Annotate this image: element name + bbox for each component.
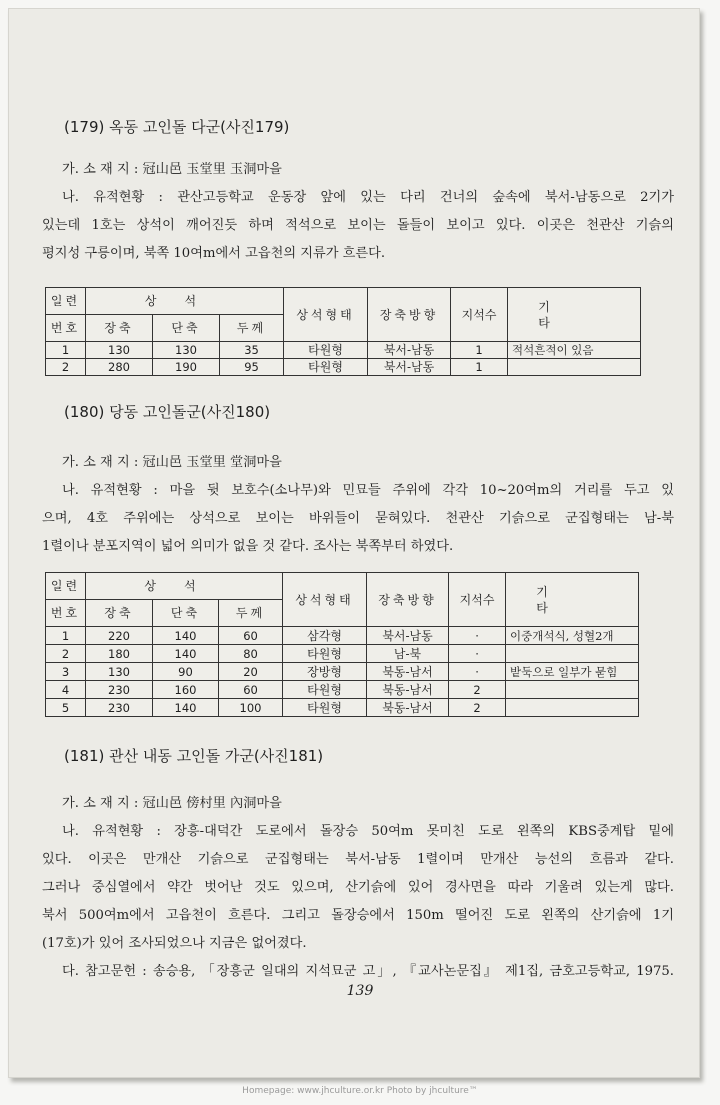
body-line: 평지성 구릉이며, 북쪽 10여m에서 고읍천의 지류가 흐른다. <box>42 246 386 261</box>
header-number: 번호 <box>46 315 86 342</box>
cell-remarks <box>506 699 639 717</box>
cell-no: 3 <box>46 663 86 681</box>
location-line: 가. 소 재 지 : 冠山邑 玉堂里 玉洞마을 <box>62 162 282 177</box>
cell-no: 2 <box>46 645 86 663</box>
reference-line: 다. 참고문헌 : 송승용, 「장흥군 일대의 지석묘군 고」, 『교사논문집』 제1집, 금호고등학교, 1975. <box>62 964 674 979</box>
table-row <box>46 342 641 359</box>
body-line: 있는데 1호는 상석이 깨어진듯 하며 적석으로 보이는 돌들이 보이고 있다. 이곳은 천관산 기슭의 <box>42 218 674 233</box>
cell-remarks <box>508 359 641 376</box>
cell-length: 130 <box>86 663 153 681</box>
header-capstone: 상석 <box>86 288 284 315</box>
table-row <box>46 645 639 663</box>
cell-supports: 2 <box>449 681 506 699</box>
header-supports: 지석수 <box>451 288 508 342</box>
page-number: 139 <box>346 983 374 999</box>
cell-remarks: 적석흔적이 있음 <box>508 342 641 359</box>
cell-length: 230 <box>86 681 153 699</box>
cell-thickness: 20 <box>219 663 283 681</box>
cell-no: 2 <box>46 359 86 376</box>
cell-shape: 타원형 <box>284 342 368 359</box>
cell-width: 140 <box>153 699 219 717</box>
header-remarks: 기타 <box>508 288 641 342</box>
location-line: 가. 소 재 지 : 冠山邑 傍村里 內洞마을 <box>62 796 282 811</box>
body-line: 북서 500여m에서 고읍천이 흐른다. 그리고 돌장승에서 150m 떨어진 도로 왼쪽의 산기슭에 1기 <box>42 908 674 923</box>
cell-length: 130 <box>86 342 153 359</box>
cell-supports: 1 <box>451 342 508 359</box>
cell-thickness: 60 <box>219 681 283 699</box>
cell-width: 140 <box>153 645 219 663</box>
table-row <box>46 663 639 681</box>
header-thickness: 두께 <box>220 315 284 342</box>
cell-no: 4 <box>46 681 86 699</box>
cell-length: 180 <box>86 645 153 663</box>
cell-remarks <box>506 645 639 663</box>
cell-supports: · <box>449 663 506 681</box>
section-body-180 <box>42 449 674 561</box>
cell-thickness: 100 <box>219 699 283 717</box>
header-width: 단축 <box>153 600 219 627</box>
section-heading-181: (181) 관산 내동 고인돌 가군(사진181) <box>64 747 324 765</box>
cell-axis: 북서-남동 <box>368 359 451 376</box>
cell-width: 90 <box>153 663 219 681</box>
table-row <box>46 681 639 699</box>
header-width: 단축 <box>153 315 220 342</box>
body-line: 으며, 4호 주위에는 상석으로 보이는 바위들이 묻혀있다. 천관산 기슭으로 군집형태는 남-북 <box>42 511 674 526</box>
table-row <box>46 627 639 645</box>
table-row <box>46 359 641 376</box>
cell-shape: 타원형 <box>283 645 367 663</box>
cell-width: 140 <box>153 627 219 645</box>
cell-thickness: 95 <box>220 359 284 376</box>
body-line: 있다. 이곳은 만개산 기슭으로 군집형태는 북서-남동 1렬이며 만개산 능선의 흐름과 같다. <box>42 852 674 867</box>
cell-width: 190 <box>153 359 220 376</box>
cell-no: 1 <box>46 342 86 359</box>
section-body-179 <box>42 156 674 268</box>
cell-thickness: 60 <box>219 627 283 645</box>
cell-length: 220 <box>86 627 153 645</box>
cell-axis: 북동-남서 <box>367 699 449 717</box>
cell-shape: 타원형 <box>284 359 368 376</box>
dolmen-table-179 <box>45 287 641 376</box>
header-length: 장축 <box>86 315 153 342</box>
header-shape: 상석형태 <box>284 288 368 342</box>
cell-shape: 타원형 <box>283 681 367 699</box>
cell-thickness: 35 <box>220 342 284 359</box>
cell-length: 230 <box>86 699 153 717</box>
cell-remarks <box>506 681 639 699</box>
header-axis: 장축방향 <box>367 573 449 627</box>
cell-shape: 삼각형 <box>283 627 367 645</box>
header-serial: 일련 <box>46 573 86 600</box>
cell-supports: 1 <box>451 359 508 376</box>
header-shape: 상석형태 <box>283 573 367 627</box>
cell-shape: 장방형 <box>283 663 367 681</box>
watermark-footer: Homepage: www.jhculture.or.kr Photo by jhculture™ <box>242 1086 478 1096</box>
section-heading-179: (179) 옥동 고인돌 다군(사진179) <box>64 118 290 136</box>
cell-remarks: 이중개석식, 성혈2개 <box>506 627 639 645</box>
header-remarks: 기타 <box>506 573 639 627</box>
body-line: 나. 유적현황 : 마을 뒷 보호수(소나무)와 민묘들 주위에 각각 10~20여m의 거리를 두고 있 <box>62 483 674 498</box>
header-serial: 일련 <box>46 288 86 315</box>
section-body-181 <box>42 790 674 986</box>
header-axis: 장축방향 <box>368 288 451 342</box>
cell-axis: 북서-남동 <box>368 342 451 359</box>
cell-axis: 북서-남동 <box>367 627 449 645</box>
body-line: 나. 유적현황 : 장흥-대덕간 도로에서 돌장승 50여m 못미친 도로 왼쪽의 KBS중계탑 밑에 <box>62 824 674 839</box>
header-number: 번호 <box>46 600 86 627</box>
cell-shape: 타원형 <box>283 699 367 717</box>
dolmen-table-180 <box>45 572 639 717</box>
header-length: 장축 <box>86 600 153 627</box>
cell-supports: · <box>449 645 506 663</box>
location-line: 가. 소 재 지 : 冠山邑 玉堂里 堂洞마을 <box>62 455 282 470</box>
table-row <box>46 699 639 717</box>
cell-no: 1 <box>46 627 86 645</box>
cell-remarks: 밭둑으로 일부가 묻힘 <box>506 663 639 681</box>
cell-axis: 북동-남서 <box>367 681 449 699</box>
cell-thickness: 80 <box>219 645 283 663</box>
body-line: 1렬이나 분포지역이 넓어 의미가 없을 것 같다. 조사는 북쪽부터 하였다. <box>42 539 454 554</box>
body-line: 그러나 중심열에서 약간 벗어난 것도 있으며, 산기슭에 있어 경사면을 따라 기울려 있는게 많다. <box>42 880 674 895</box>
header-thickness: 두께 <box>219 600 283 627</box>
cell-axis: 남-북 <box>367 645 449 663</box>
cell-axis: 북동-남서 <box>367 663 449 681</box>
body-line: 나. 유적현황 : 관산고등학교 운동장 앞에 있는 다리 건너의 숲속에 북서-남동으로 2기가 <box>62 190 674 205</box>
cell-supports: · <box>449 627 506 645</box>
header-capstone: 상석 <box>86 573 283 600</box>
cell-length: 280 <box>86 359 153 376</box>
cell-width: 130 <box>153 342 220 359</box>
section-heading-180: (180) 당동 고인돌군(사진180) <box>64 403 271 421</box>
cell-width: 160 <box>153 681 219 699</box>
body-line: (17호)가 있어 조사되었으나 지금은 없어졌다. <box>42 936 307 951</box>
cell-no: 5 <box>46 699 86 717</box>
cell-supports: 2 <box>449 699 506 717</box>
header-supports: 지석수 <box>449 573 506 627</box>
